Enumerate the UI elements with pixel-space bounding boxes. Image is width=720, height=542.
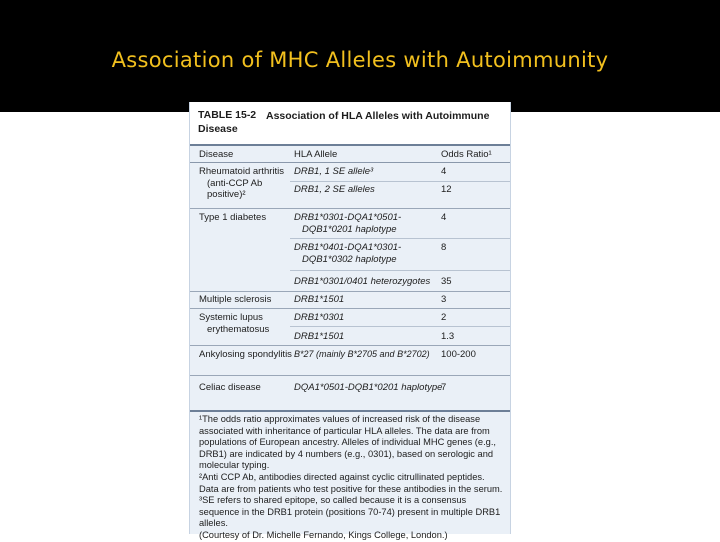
table-cell-odds: 4 <box>441 212 447 223</box>
table-cell-allele: DQA1*0501-DQB1*0201 haplotype <box>294 382 443 393</box>
table-cell-odds: 2 <box>441 312 447 323</box>
row-subdivider <box>290 326 510 327</box>
column-header-odds: Odds Ratio¹ <box>441 149 492 160</box>
column-header-disease: Disease <box>199 149 234 160</box>
table-cell-allele: DRB1*0301/0401 heterozygotes <box>294 276 431 287</box>
header-rule <box>190 162 510 163</box>
table-cell-allele: DRB1*0401-DQA1*0301-DQB1*0302 haplotype <box>294 242 402 265</box>
table-cell-allele: DRB1*0301 <box>294 312 345 323</box>
column-header-allele: HLA Allele <box>294 149 338 160</box>
slide-title: Association of MHC Alleles with Autoimmunity <box>111 48 609 72</box>
row-divider <box>190 308 510 309</box>
row-divider <box>190 208 510 209</box>
table-cell-disease: Celiac disease <box>199 382 261 393</box>
footnote-3: ³SE refers to shared epitope, so called because it is a consensus sequence in the DRB1 protein (positions 70-74) present in multiple DRB1 alleles. <box>199 495 501 529</box>
table-cell-allele: DRB1*1501 <box>294 331 345 342</box>
table-cell-disease: Ankylosing spondylitis <box>199 349 292 360</box>
table-cell-odds: 7 <box>441 382 447 393</box>
table-cell-allele: DRB1, 2 SE alleles <box>294 184 375 195</box>
table-cell-disease: Type 1 diabetes <box>199 212 267 223</box>
table-label: TABLE 15-2 <box>198 109 257 121</box>
table-title: Association of HLA Alleles with Autoimmune Disease <box>198 110 490 135</box>
table-cell-odds: 1.3 <box>441 331 455 342</box>
table-cell-disease: Rheumatoid arthritis (anti-CCP Ab positive)² <box>199 166 285 200</box>
footnote-credit: (Courtesy of Dr. Michelle Fernando, Kings College, London.) <box>199 529 448 540</box>
table-footnotes <box>190 410 510 540</box>
table-figure <box>189 102 511 540</box>
table-cell-allele: DRB1, 1 SE allele³ <box>294 166 374 177</box>
table-cell-disease: Systemic lupus erythematosus <box>199 312 270 335</box>
row-divider <box>190 375 510 376</box>
table-cell-odds: 4 <box>441 166 447 177</box>
table-cell-odds: 12 <box>441 184 452 195</box>
table-cell-odds: 8 <box>441 242 447 253</box>
row-subdivider <box>290 238 510 239</box>
table-cell-odds: 35 <box>441 276 452 287</box>
footnote-2: ²Anti CCP Ab, antibodies directed against cyclic citrullinated peptides. Data are from patients who test positive for these antibodies in the serum. <box>199 471 503 494</box>
row-divider <box>190 291 510 292</box>
table-cell-allele: DRB1*0301-DQA1*0501-DQB1*0201 haplotype <box>294 212 402 235</box>
footnote-1: ¹The odds ratio approximates values of increased risk of the disease associated with inheritance of particular HLA alleles. The data are from populations of European ancestry. Alleles of individual MHC genes (e.g., DRB1) are indicated by 4 numbers (e.g., 0301), based on serologic and molecular typing. <box>199 414 496 471</box>
row-subdivider <box>290 270 510 271</box>
table-cell-disease: Multiple sclerosis <box>199 294 272 305</box>
table-cell-odds: 3 <box>441 294 447 305</box>
table-cell-allele: DRB1*1501 <box>294 294 345 305</box>
table-cell-allele: B*27 (mainly B*2705 and B*2702) <box>294 349 430 359</box>
row-subdivider <box>290 181 510 182</box>
table-caption <box>190 102 510 146</box>
row-divider <box>190 345 510 346</box>
table-cell-odds: 100-200 <box>441 349 476 360</box>
